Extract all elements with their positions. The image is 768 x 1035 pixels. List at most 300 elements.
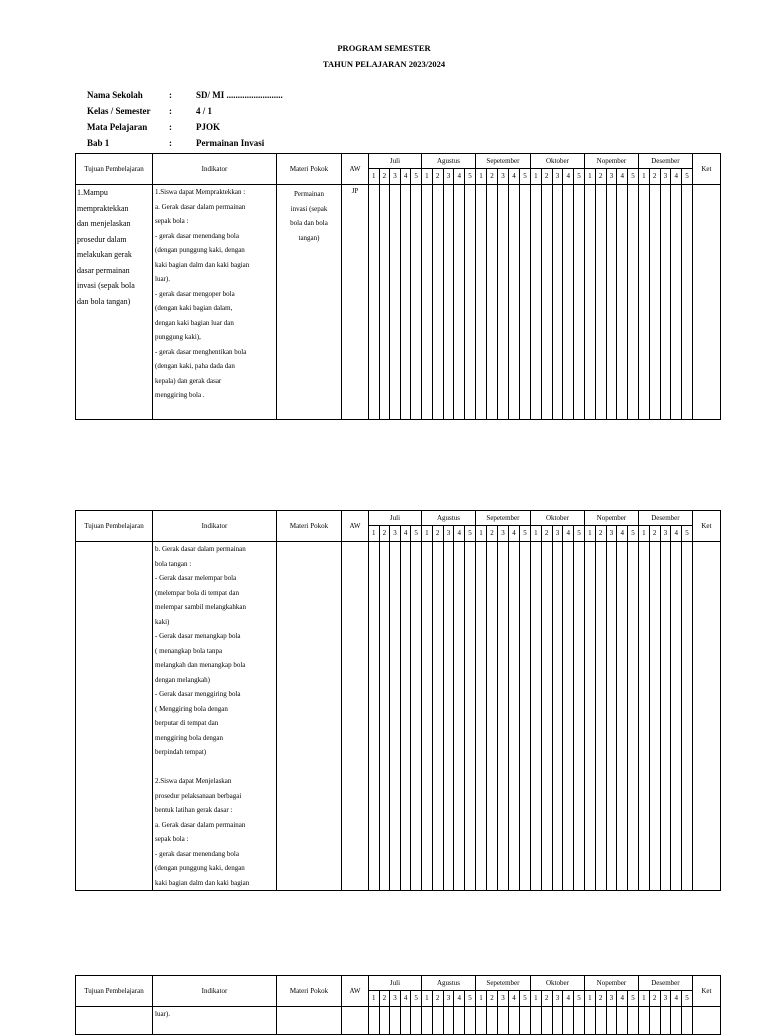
cell-week <box>421 1007 432 1035</box>
header-month: Agustus <box>421 976 475 991</box>
header-week: 1 <box>530 991 541 1007</box>
cell-week <box>660 1007 671 1035</box>
header-indikator: Indikator <box>153 154 277 185</box>
header-week: 3 <box>552 169 563 185</box>
header-tujuan: Tujuan Pembelajaran <box>76 154 153 185</box>
indikator-line: melempar sambil melangkahkan <box>155 603 246 611</box>
cell-tujuan <box>76 1007 153 1035</box>
cell-week <box>465 1007 476 1035</box>
cell-aw <box>342 1007 369 1035</box>
header-week: 2 <box>595 991 606 1007</box>
indikator-line: prosedur pelaksanaan berbagai <box>155 791 242 800</box>
header-week: 4 <box>400 169 411 185</box>
header-aw: AW <box>342 976 369 1007</box>
cell-week <box>400 1007 411 1035</box>
materi-line: tangan) <box>298 233 320 242</box>
cell-week <box>649 542 660 891</box>
cell-week <box>379 542 390 891</box>
cell-week <box>563 542 574 891</box>
header-week: 1 <box>369 169 380 185</box>
cell-week <box>617 1007 628 1035</box>
header-week: 2 <box>486 526 497 542</box>
cell-week <box>432 542 443 891</box>
indikator-line: a. Gerak dasar dalam permainan <box>155 820 246 829</box>
indikator-line: dengan melangkah) <box>155 675 211 684</box>
cell-week <box>497 185 508 420</box>
indikator-line: - Gerak dasar melempar bola <box>155 574 237 582</box>
header-week: 2 <box>541 991 552 1007</box>
header-week: 3 <box>497 991 508 1007</box>
header-week: 1 <box>421 526 432 542</box>
cell-week <box>606 542 617 891</box>
header-week: 4 <box>671 991 682 1007</box>
cell-week <box>443 1007 454 1035</box>
header-week: 2 <box>432 991 443 1007</box>
document-title: PROGRAM SEMESTER <box>337 43 431 53</box>
cell-week <box>552 542 563 891</box>
tujuan-line: dasar permainan <box>77 265 130 275</box>
indikator-line: bola tangan : <box>155 559 192 568</box>
materi-line: bola dan bola <box>290 219 328 227</box>
indikator-line: ( Menggiring bola dengan <box>155 704 228 713</box>
cell-week <box>465 185 476 420</box>
document-subtitle: TAHUN PELAJARAN 2023/2024 <box>322 59 446 69</box>
indikator-line: (dengan kaki, paha dada dan <box>155 362 235 370</box>
cell-week <box>617 185 628 420</box>
header-tujuan: Tujuan Pembelajaran <box>76 976 153 1007</box>
cell-week <box>369 185 380 420</box>
cell-week <box>530 185 541 420</box>
header-week: 3 <box>660 526 671 542</box>
header-week: 4 <box>563 526 574 542</box>
header-week: 3 <box>606 991 617 1007</box>
table-row <box>76 185 721 420</box>
table-header-row <box>76 154 721 169</box>
info-value: SD/ MI ......................... <box>196 90 283 100</box>
indikator-line: bentuk latihan gerak dasar : <box>155 806 233 814</box>
cell-week <box>541 185 552 420</box>
header-week: 2 <box>595 169 606 185</box>
cell-week <box>508 542 519 891</box>
cell-ket <box>692 542 720 891</box>
header-ket: Ket <box>692 511 720 542</box>
cell-week <box>595 185 606 420</box>
header-week: 5 <box>682 991 693 1007</box>
tujuan-line: 1.Mampu <box>77 188 108 197</box>
info-label: Mata Pelajaran <box>87 122 148 132</box>
header-week: 2 <box>432 169 443 185</box>
indikator-line: ( menangkap bola tanpa <box>155 646 223 655</box>
cell-indikator <box>153 185 277 420</box>
indikator-line: luar). <box>155 1010 170 1018</box>
header-month: Juli <box>369 154 422 169</box>
indikator-line: berpindah tempat) <box>155 748 207 756</box>
header-week: 1 <box>369 991 380 1007</box>
indikator-line: - gerak dasar menendang bola <box>155 231 239 240</box>
cell-week <box>682 1007 693 1035</box>
cell-week <box>682 542 693 891</box>
cell-ket <box>692 1007 720 1035</box>
header-week: 2 <box>595 526 606 542</box>
header-month: Desember <box>638 511 692 526</box>
header-week: 3 <box>443 991 454 1007</box>
cell-week <box>519 1007 530 1035</box>
header-week: 5 <box>411 991 422 1007</box>
cell-week <box>369 1007 380 1035</box>
header-week: 2 <box>379 991 390 1007</box>
cell-week <box>411 1007 422 1035</box>
indikator-line: menggiring bola dengan <box>155 733 224 742</box>
cell-week <box>606 1007 617 1035</box>
info-value: Permainan Invasi <box>196 138 265 148</box>
header-week: 1 <box>530 169 541 185</box>
cell-tujuan <box>76 542 153 891</box>
header-week: 4 <box>508 991 519 1007</box>
header-week: 1 <box>638 169 649 185</box>
cell-week <box>584 185 595 420</box>
cell-week <box>638 542 649 891</box>
tujuan-line: dan bola tangan) <box>77 296 131 306</box>
indikator-line: - gerak dasar menghentikan bola <box>155 347 247 356</box>
indikator-line <box>155 760 276 775</box>
cell-week <box>400 185 411 420</box>
header-month: Sepetember <box>475 976 530 991</box>
header-week: 3 <box>552 526 563 542</box>
cell-week <box>475 1007 486 1035</box>
cell-week <box>563 1007 574 1035</box>
cell-week <box>486 185 497 420</box>
header-week: 2 <box>379 526 390 542</box>
header-week: 3 <box>443 169 454 185</box>
cell-week <box>552 185 563 420</box>
header-week: 2 <box>649 991 660 1007</box>
header-week: 2 <box>649 526 660 542</box>
info-label: Kelas / Semester <box>87 106 151 116</box>
cell-aw: JP <box>342 185 369 420</box>
cell-week <box>519 185 530 420</box>
cell-week <box>508 185 519 420</box>
cell-tujuan <box>76 185 153 420</box>
indikator-line: - gerak dasar mengoper bola <box>155 289 235 298</box>
cell-week <box>411 542 422 891</box>
table-header-row <box>76 511 721 526</box>
cell-week <box>497 1007 508 1035</box>
header-materi: Materi Pokok <box>277 511 342 542</box>
header-week: 5 <box>465 991 476 1007</box>
header-week: 3 <box>606 169 617 185</box>
indikator-line: berputar di tempat dan <box>155 719 219 727</box>
indikator-line: kaki) <box>155 617 170 626</box>
cell-week <box>432 1007 443 1035</box>
indikator-line: 1.Siswa dapat Mempraktekkan : <box>155 188 246 196</box>
cell-week <box>671 185 682 420</box>
tujuan-line: prosedur dalam <box>77 234 127 244</box>
header-month: Sepetember <box>475 154 530 169</box>
cell-week <box>649 185 660 420</box>
cell-week <box>628 185 639 420</box>
cell-week <box>454 1007 465 1035</box>
info-value: PJOK <box>196 122 220 132</box>
header-week: 4 <box>454 526 465 542</box>
cell-week <box>475 185 486 420</box>
header-month: Desember <box>638 154 692 169</box>
indikator-line: kaki bagian dalm dan kaki bagian <box>155 260 250 269</box>
cell-week <box>606 185 617 420</box>
header-month: Nopember <box>584 154 638 169</box>
indikator-line: - Gerak dasar menangkap bola <box>155 632 241 640</box>
cell-week <box>552 1007 563 1035</box>
indikator-line: a. Gerak dasar dalam permainan <box>155 202 246 211</box>
header-month: Desember <box>638 976 692 991</box>
cell-week <box>595 1007 606 1035</box>
header-week: 1 <box>638 991 649 1007</box>
materi-line: invasi (sepak <box>290 204 328 213</box>
header-week: 5 <box>574 169 585 185</box>
cell-week <box>530 1007 541 1035</box>
header-week: 5 <box>628 991 639 1007</box>
header-week: 4 <box>617 526 628 542</box>
indikator-line: 2.Siswa dapat Menjelaskan <box>155 777 232 785</box>
header-week: 2 <box>432 526 443 542</box>
indikator-line: (melempar bola di tempat dan <box>155 588 239 597</box>
header-week: 1 <box>584 169 595 185</box>
header-week: 1 <box>530 526 541 542</box>
cell-week <box>390 542 401 891</box>
cell-week <box>584 542 595 891</box>
header-materi: Materi Pokok <box>277 154 342 185</box>
header-week: 5 <box>519 991 530 1007</box>
info-sep: : <box>169 138 172 148</box>
header-week: 4 <box>671 526 682 542</box>
cell-week <box>563 185 574 420</box>
cell-week <box>497 542 508 891</box>
cell-week <box>638 1007 649 1035</box>
header-week: 2 <box>649 169 660 185</box>
info-sep: : <box>169 90 172 100</box>
header-week: 5 <box>519 526 530 542</box>
cell-week <box>671 1007 682 1035</box>
info-sep: : <box>169 106 172 116</box>
header-month: Nopember <box>584 976 638 991</box>
cell-week <box>443 185 454 420</box>
indikator-line: (dengan punggung kaki, dengan <box>155 864 245 872</box>
cell-week <box>671 542 682 891</box>
cell-week <box>541 1007 552 1035</box>
tujuan-line: mempraktekkan <box>77 203 129 213</box>
cell-week <box>454 185 465 420</box>
tujuan-line: melakukan gerak <box>77 250 132 259</box>
header-week: 4 <box>454 991 465 1007</box>
cell-materi <box>277 1007 342 1035</box>
cell-week <box>369 542 380 891</box>
cell-week <box>421 185 432 420</box>
header-week: 4 <box>671 169 682 185</box>
cell-week <box>465 542 476 891</box>
header-aw: AW <box>342 154 369 185</box>
header-week: 2 <box>379 169 390 185</box>
header-week: 3 <box>497 169 508 185</box>
cell-week <box>486 542 497 891</box>
indikator-line: kepala) dan gerak dasar <box>155 376 222 385</box>
header-week: 1 <box>475 169 486 185</box>
header-week: 5 <box>411 526 422 542</box>
materi-line: Permainan <box>294 190 324 198</box>
header-week: 3 <box>390 169 401 185</box>
header-week: 3 <box>390 526 401 542</box>
header-week: 3 <box>660 991 671 1007</box>
tujuan-line: dan menjelaskan <box>77 219 131 228</box>
header-month: Agustus <box>421 511 475 526</box>
header-ket: Ket <box>692 154 720 185</box>
indikator-line: b. Gerak dasar dalam permainan <box>155 545 246 553</box>
header-week: 3 <box>390 991 401 1007</box>
header-week: 5 <box>628 526 639 542</box>
cell-week <box>519 542 530 891</box>
cell-week <box>628 542 639 891</box>
indikator-line: - Gerak dasar menggiring bola <box>155 690 241 698</box>
header-materi: Materi Pokok <box>277 976 342 1007</box>
header-week: 4 <box>617 991 628 1007</box>
header-week: 4 <box>563 991 574 1007</box>
header-week: 5 <box>574 526 585 542</box>
header-week: 4 <box>400 526 411 542</box>
indikator-line: luar). <box>155 275 170 283</box>
cell-week <box>390 1007 401 1035</box>
header-week: 2 <box>486 169 497 185</box>
cell-week <box>432 185 443 420</box>
cell-week <box>628 1007 639 1035</box>
header-week: 1 <box>584 991 595 1007</box>
indikator-line: kaki bagian dalm dan kaki bagian <box>155 878 250 887</box>
header-week: 5 <box>411 169 422 185</box>
program-table <box>75 510 721 891</box>
cell-week <box>486 1007 497 1035</box>
header-week: 4 <box>400 991 411 1007</box>
header-month: Agustus <box>421 154 475 169</box>
header-month: Oktober <box>530 976 584 991</box>
header-week: 3 <box>606 526 617 542</box>
header-week: 5 <box>574 991 585 1007</box>
header-tujuan: Tujuan Pembelajaran <box>76 511 153 542</box>
indikator-line: - gerak dasar menendang bola <box>155 849 239 858</box>
cell-week <box>660 542 671 891</box>
header-week: 2 <box>541 169 552 185</box>
header-week: 4 <box>508 169 519 185</box>
cell-week <box>411 185 422 420</box>
header-month: Juli <box>369 511 422 526</box>
header-week: 1 <box>475 526 486 542</box>
cell-week <box>574 542 585 891</box>
header-week: 4 <box>454 169 465 185</box>
header-aw: AW <box>342 511 369 542</box>
indikator-line: melangkah dan menangkap bola <box>155 661 246 669</box>
header-month: Juli <box>369 976 422 991</box>
cell-week <box>649 1007 660 1035</box>
header-week: 5 <box>682 169 693 185</box>
cell-materi <box>277 185 342 420</box>
cell-week <box>638 185 649 420</box>
header-month: Oktober <box>530 154 584 169</box>
cell-week <box>617 542 628 891</box>
cell-week <box>508 1007 519 1035</box>
cell-week <box>379 1007 390 1035</box>
header-week: 3 <box>660 169 671 185</box>
cell-week <box>454 542 465 891</box>
info-sep: : <box>169 122 172 132</box>
cell-week <box>574 1007 585 1035</box>
cell-week <box>421 542 432 891</box>
header-week: 2 <box>486 991 497 1007</box>
cell-week <box>400 542 411 891</box>
header-week: 5 <box>465 526 476 542</box>
indikator-line: menggiring bola . <box>155 391 205 399</box>
cell-week <box>475 542 486 891</box>
program-table <box>75 153 721 420</box>
indikator-line: (dengan kaki bagian dalam, <box>155 304 233 312</box>
info-label: Nama Sekolah <box>87 90 143 100</box>
header-week: 3 <box>443 526 454 542</box>
header-indikator: Indikator <box>153 511 277 542</box>
header-week: 3 <box>552 991 563 1007</box>
cell-week <box>443 542 454 891</box>
header-week: 4 <box>508 526 519 542</box>
indikator-line: sepak bola : <box>155 217 189 225</box>
cell-indikator <box>153 542 277 891</box>
indikator-line: sepak bola : <box>155 835 189 843</box>
cell-week <box>541 542 552 891</box>
header-week: 5 <box>628 169 639 185</box>
cell-ket <box>692 185 720 420</box>
header-week: 1 <box>475 991 486 1007</box>
header-week: 2 <box>541 526 552 542</box>
header-month: Oktober <box>530 511 584 526</box>
cell-materi <box>277 542 342 891</box>
header-week: 5 <box>465 169 476 185</box>
indikator-line: dengan kaki bagian luar dan <box>155 318 234 327</box>
header-week: 1 <box>584 526 595 542</box>
table-row <box>76 542 721 891</box>
indikator-line: (dengan punggung kaki, dengan <box>155 246 245 254</box>
indikator-line: punggung kaki), <box>155 333 201 341</box>
cell-indikator <box>153 1007 277 1035</box>
info-value: 4 / 1 <box>196 106 213 116</box>
header-indikator: Indikator <box>153 976 277 1007</box>
info-label: Bab 1 <box>87 138 110 148</box>
header-month: Sepetember <box>475 511 530 526</box>
header-week: 1 <box>369 526 380 542</box>
table-row <box>76 1007 721 1035</box>
header-week: 4 <box>617 169 628 185</box>
cell-week <box>595 542 606 891</box>
header-week: 1 <box>421 169 432 185</box>
header-week: 5 <box>682 526 693 542</box>
header-week: 5 <box>519 169 530 185</box>
cell-week <box>682 185 693 420</box>
cell-week <box>390 185 401 420</box>
cell-week <box>574 185 585 420</box>
program-table <box>75 975 721 1035</box>
header-week: 1 <box>638 526 649 542</box>
header-week: 1 <box>421 991 432 1007</box>
table-header-row <box>76 976 721 991</box>
header-week: 4 <box>563 169 574 185</box>
header-month: Nopember <box>584 511 638 526</box>
cell-week <box>530 542 541 891</box>
header-ket: Ket <box>692 976 720 1007</box>
cell-week <box>584 1007 595 1035</box>
cell-aw <box>342 542 369 891</box>
cell-week <box>379 185 390 420</box>
